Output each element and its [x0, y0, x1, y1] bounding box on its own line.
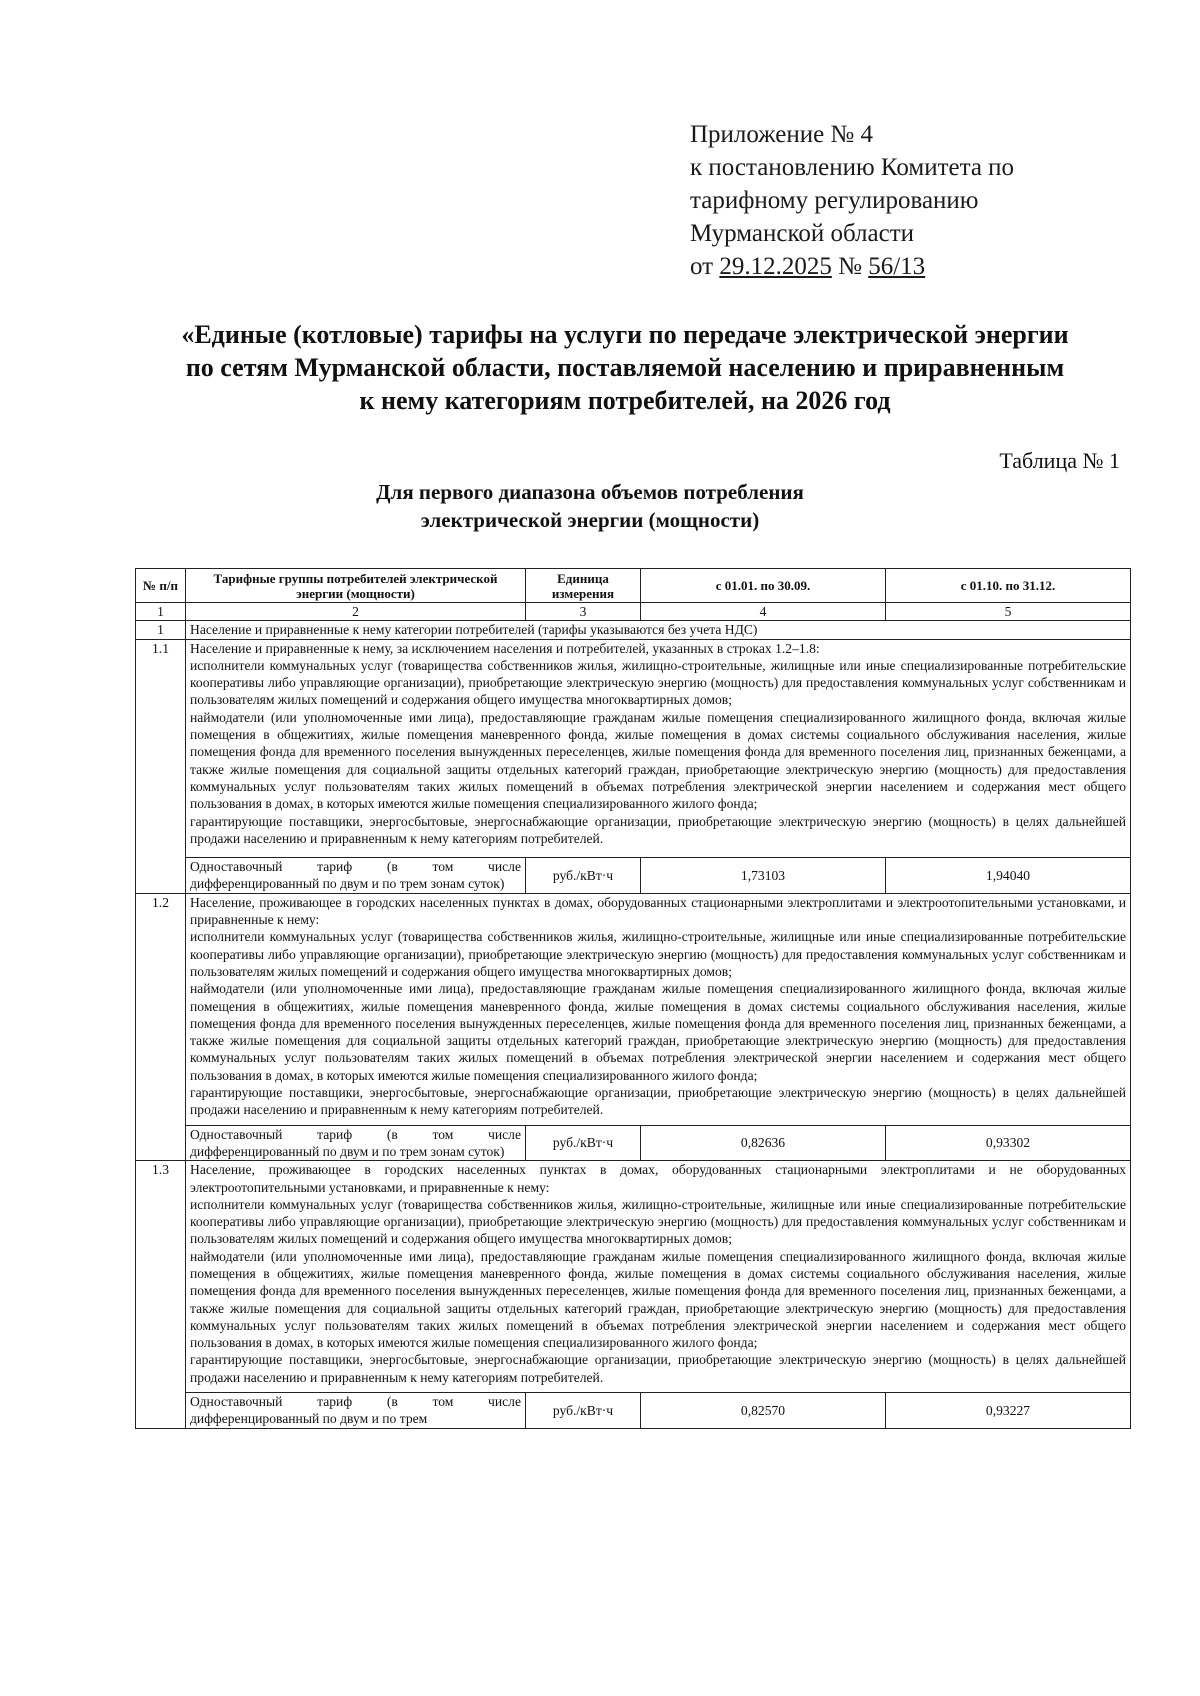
row-description [186, 1161, 1131, 1393]
row-paragraph: наймодатели (или уполномоченные ими лица), предоставляющие гражданам жилые помещения специализированного жилищного фонда, включая жилые помещения в общежитиях, жилые помещения маневренного фонда, жилые помещения в домах системы социального обслуживания населения, жилые помещения фонда для временного поселения вынужденных переселенцев, жилые помещения фонда для временного поселения лиц, признанных беженцами, а также жилые помещения для социальной защиты отдельных категорий граждан, приобретающие электрическую энергию (мощность) для предоставления коммунальных услуг пользователям таких жилых помещений в объемах потребления электрической энергии населением и содержания мест общего пользования в домах, в которых имеются жилые помещения специализированного жилого фонда; [190, 981, 1126, 1083]
col-number: 5 [886, 603, 1131, 621]
header-unit: Единица измерения [526, 569, 641, 603]
title-line-1: «Единые (котловые) тарифы на услуги по передаче электрической энергии [181, 320, 1069, 349]
section-text: Население и приравненные к нему категории потребителей (тарифы указываются без учета НДС) [186, 621, 1131, 639]
table-row [136, 1161, 1131, 1393]
row-paragraph: наймодатели (или уполномоченные ими лица), предоставляющие гражданам жилые помещения специализированного жилищного фонда, включая жилые помещения в общежитиях, жилые помещения маневренного фонда, жилые помещения в домах системы социального обслуживания населения, жилые помещения фонда для временного поселения вынужденных переселенцев, жилые помещения фонда для временного поселения лиц, признанных беженцами, а также жилые помещения для социальной защиты отдельных категорий граждан, приобретающие электрическую энергию (мощность) для предоставления коммунальных услуг пользователям таких жилых помещений в объемах потребления электрической энергии населением и содержания мест общего пользования в домах, в которых имеются жилые помещения специализированного жилого фонда; [190, 1248, 1126, 1351]
row-paragraph: Население и приравненные к нему, за исключением населения и потребителей, указанных в строках 1.2–1.8: [190, 640, 820, 656]
document-title [120, 318, 1130, 417]
col-number: 3 [526, 603, 641, 621]
tariff-value-period-1: 0,82636 [641, 1125, 886, 1161]
column-number-row [136, 603, 1131, 621]
row-paragraph: исполнители коммунальных услуг (товарищества собственников жилья, жилищно-строительные, жилищные или иные специализированные потребительские кооперативы либо управляющие организации), приобретающие электрическую энергию (мощность) для предоставления коммунальных услуг собственникам и пользователям жилых помещений и содержания общего имущества многоквартирных домов; [190, 929, 1126, 979]
tariff-value-period-2: 0,93227 [886, 1393, 1131, 1429]
tariff-row [136, 858, 1131, 894]
tariff-unit: руб./кВт·ч [526, 1125, 641, 1161]
row-num: 1.3 [136, 1161, 186, 1428]
title-line-2: по сетям Мурманской области, поставляемой населению и приравненным [185, 353, 1065, 382]
section-row [136, 621, 1131, 639]
row-paragraph: гарантирующие поставщики, энергосбытовые, энергоснабжающие организации, приобретающие электрическую энергию (мощность) в целях дальнейшей продажи населению и приравненным к нему категориям потребителей. [190, 1085, 1126, 1118]
subtitle-line-2: электрической энергии (мощности) [420, 508, 760, 532]
tariff-value-period-2: 1,94040 [886, 858, 1131, 894]
table-label: Таблица № 1 [999, 448, 1120, 473]
header-period-1: с 01.01. по 30.09. [641, 569, 886, 603]
tariff-label: Одноставочный тариф (в том числе дифференцированный по двум и по трем зонам суток) [186, 1125, 526, 1161]
header-row [136, 569, 1131, 603]
tariff-row [136, 1125, 1131, 1161]
appendix-line-1: Приложение № 4 [690, 121, 874, 148]
header-period-2: с 01.10. по 31.12. [886, 569, 1131, 603]
tariff-label: Одноставочный тариф (в том числе дифференцированный по двум и по трем зонам суток) [186, 858, 526, 894]
tariff-row [136, 1393, 1131, 1429]
tariff-unit: руб./кВт·ч [526, 858, 641, 894]
tariff-value-period-1: 1,73103 [641, 858, 886, 894]
col-number: 1 [136, 603, 186, 621]
row-description [186, 893, 1131, 1125]
row-paragraph: наймодатели (или уполномоченные ими лица), предоставляющие гражданам жилые помещения специализированного жилищного фонда, включая жилые помещения в общежитиях, жилые помещения маневренного фонда, жилые помещения в домах системы социального обслуживания населения, жилые помещения фонда для временного поселения вынужденных переселенцев, жилые помещения фонда для временного поселения лиц, признанных беженцами, а также жилые помещения для социальной защиты отдельных категорий граждан, приобретающие электрическую энергию (мощность) для предоставления коммунальных услуг пользователям таких жилых помещений в объемах потребления электрической энергии населением и содержания мест общего пользования в домах, в которых имеются жилые помещения специализированного жилого фонда; [190, 709, 1126, 812]
col-number: 2 [186, 603, 526, 621]
number-prefix: № [831, 253, 869, 280]
header-group: Тарифные группы потребителей электрической энергии (мощности) [186, 569, 526, 603]
appendix-line-3: тарифному регулированию [690, 187, 979, 214]
title-line-3: к нему категориям потребителей, на 2026 год [359, 386, 891, 415]
col-number: 4 [641, 603, 886, 621]
row-paragraph: Население, проживающее в городских населенных пунктах в домах, оборудованных стационарными электроплитами и электроотопительными установками, и приравненные к нему: [190, 894, 1126, 928]
decree-date: 29.12.2025 [719, 253, 832, 280]
section-num: 1 [136, 621, 186, 639]
row-description [186, 639, 1131, 858]
subtitle-line-1: Для первого диапазона объемов потребления [376, 480, 804, 504]
decree-number: 56/13 [868, 253, 926, 280]
row-num: 1.1 [136, 639, 186, 893]
row-paragraph: Население, проживающее в городских населенных пунктах в домах, оборудованных стационарными электроплитами и не оборудованных электроотопительными установками, и приравненные к нему: [190, 1162, 1126, 1195]
appendix-header [690, 118, 1014, 283]
table-subtitle [330, 478, 850, 534]
row-paragraph: гарантирующие поставщики, энергосбытовые, энергоснабжающие организации, приобретающие электрическую энергию (мощность) в целях дальнейшей продажи населению и приравненным к нему категориям потребителей. [190, 813, 1126, 846]
row-num: 1.2 [136, 893, 186, 1160]
row-paragraph: исполнители коммунальных услуг (товарищества собственников жилья, жилищно-строительные, жилищные или иные специализированные потребительские кооперативы либо управляющие организации), приобретающие электрическую энергию (мощность) для предоставления коммунальных услуг собственникам и пользователям жилых помещений и содержания общего имущества многоквартирных домов; [190, 1196, 1126, 1247]
appendix-line-2: к постановлению Комитета по [690, 154, 1015, 181]
table-row [136, 893, 1131, 1125]
appendix-date-line [690, 250, 1014, 283]
tariff-value-period-1: 0,82570 [641, 1393, 886, 1429]
row-paragraph: гарантирующие поставщики, энергосбытовые, энергоснабжающие организации, приобретающие электрическую энергию (мощность) в целях дальнейшей продажи населению и приравненным к нему категориям потребителей. [190, 1352, 1126, 1385]
tariff-label: Одноставочный тариф (в том числе дифференцированный по двум и по трем [186, 1393, 526, 1429]
table-row [136, 639, 1131, 858]
tariff-unit: руб./кВт·ч [526, 1393, 641, 1429]
date-prefix: от [690, 253, 720, 280]
row-paragraph: исполнители коммунальных услуг (товарищества собственников жилья, жилищно-строительные, жилищные или иные специализированные потребительские кооперативы либо управляющие организации), приобретающие электрическую энергию (мощность) для предоставления коммунальных услуг собственникам и пользователям жилых помещений и содержания общего имущества многоквартирных домов; [190, 657, 1126, 708]
header-num: № п/п [136, 569, 186, 603]
appendix-line-4: Мурманской области [690, 220, 915, 247]
tariff-table [135, 568, 1131, 1429]
tariff-value-period-2: 0,93302 [886, 1125, 1131, 1161]
